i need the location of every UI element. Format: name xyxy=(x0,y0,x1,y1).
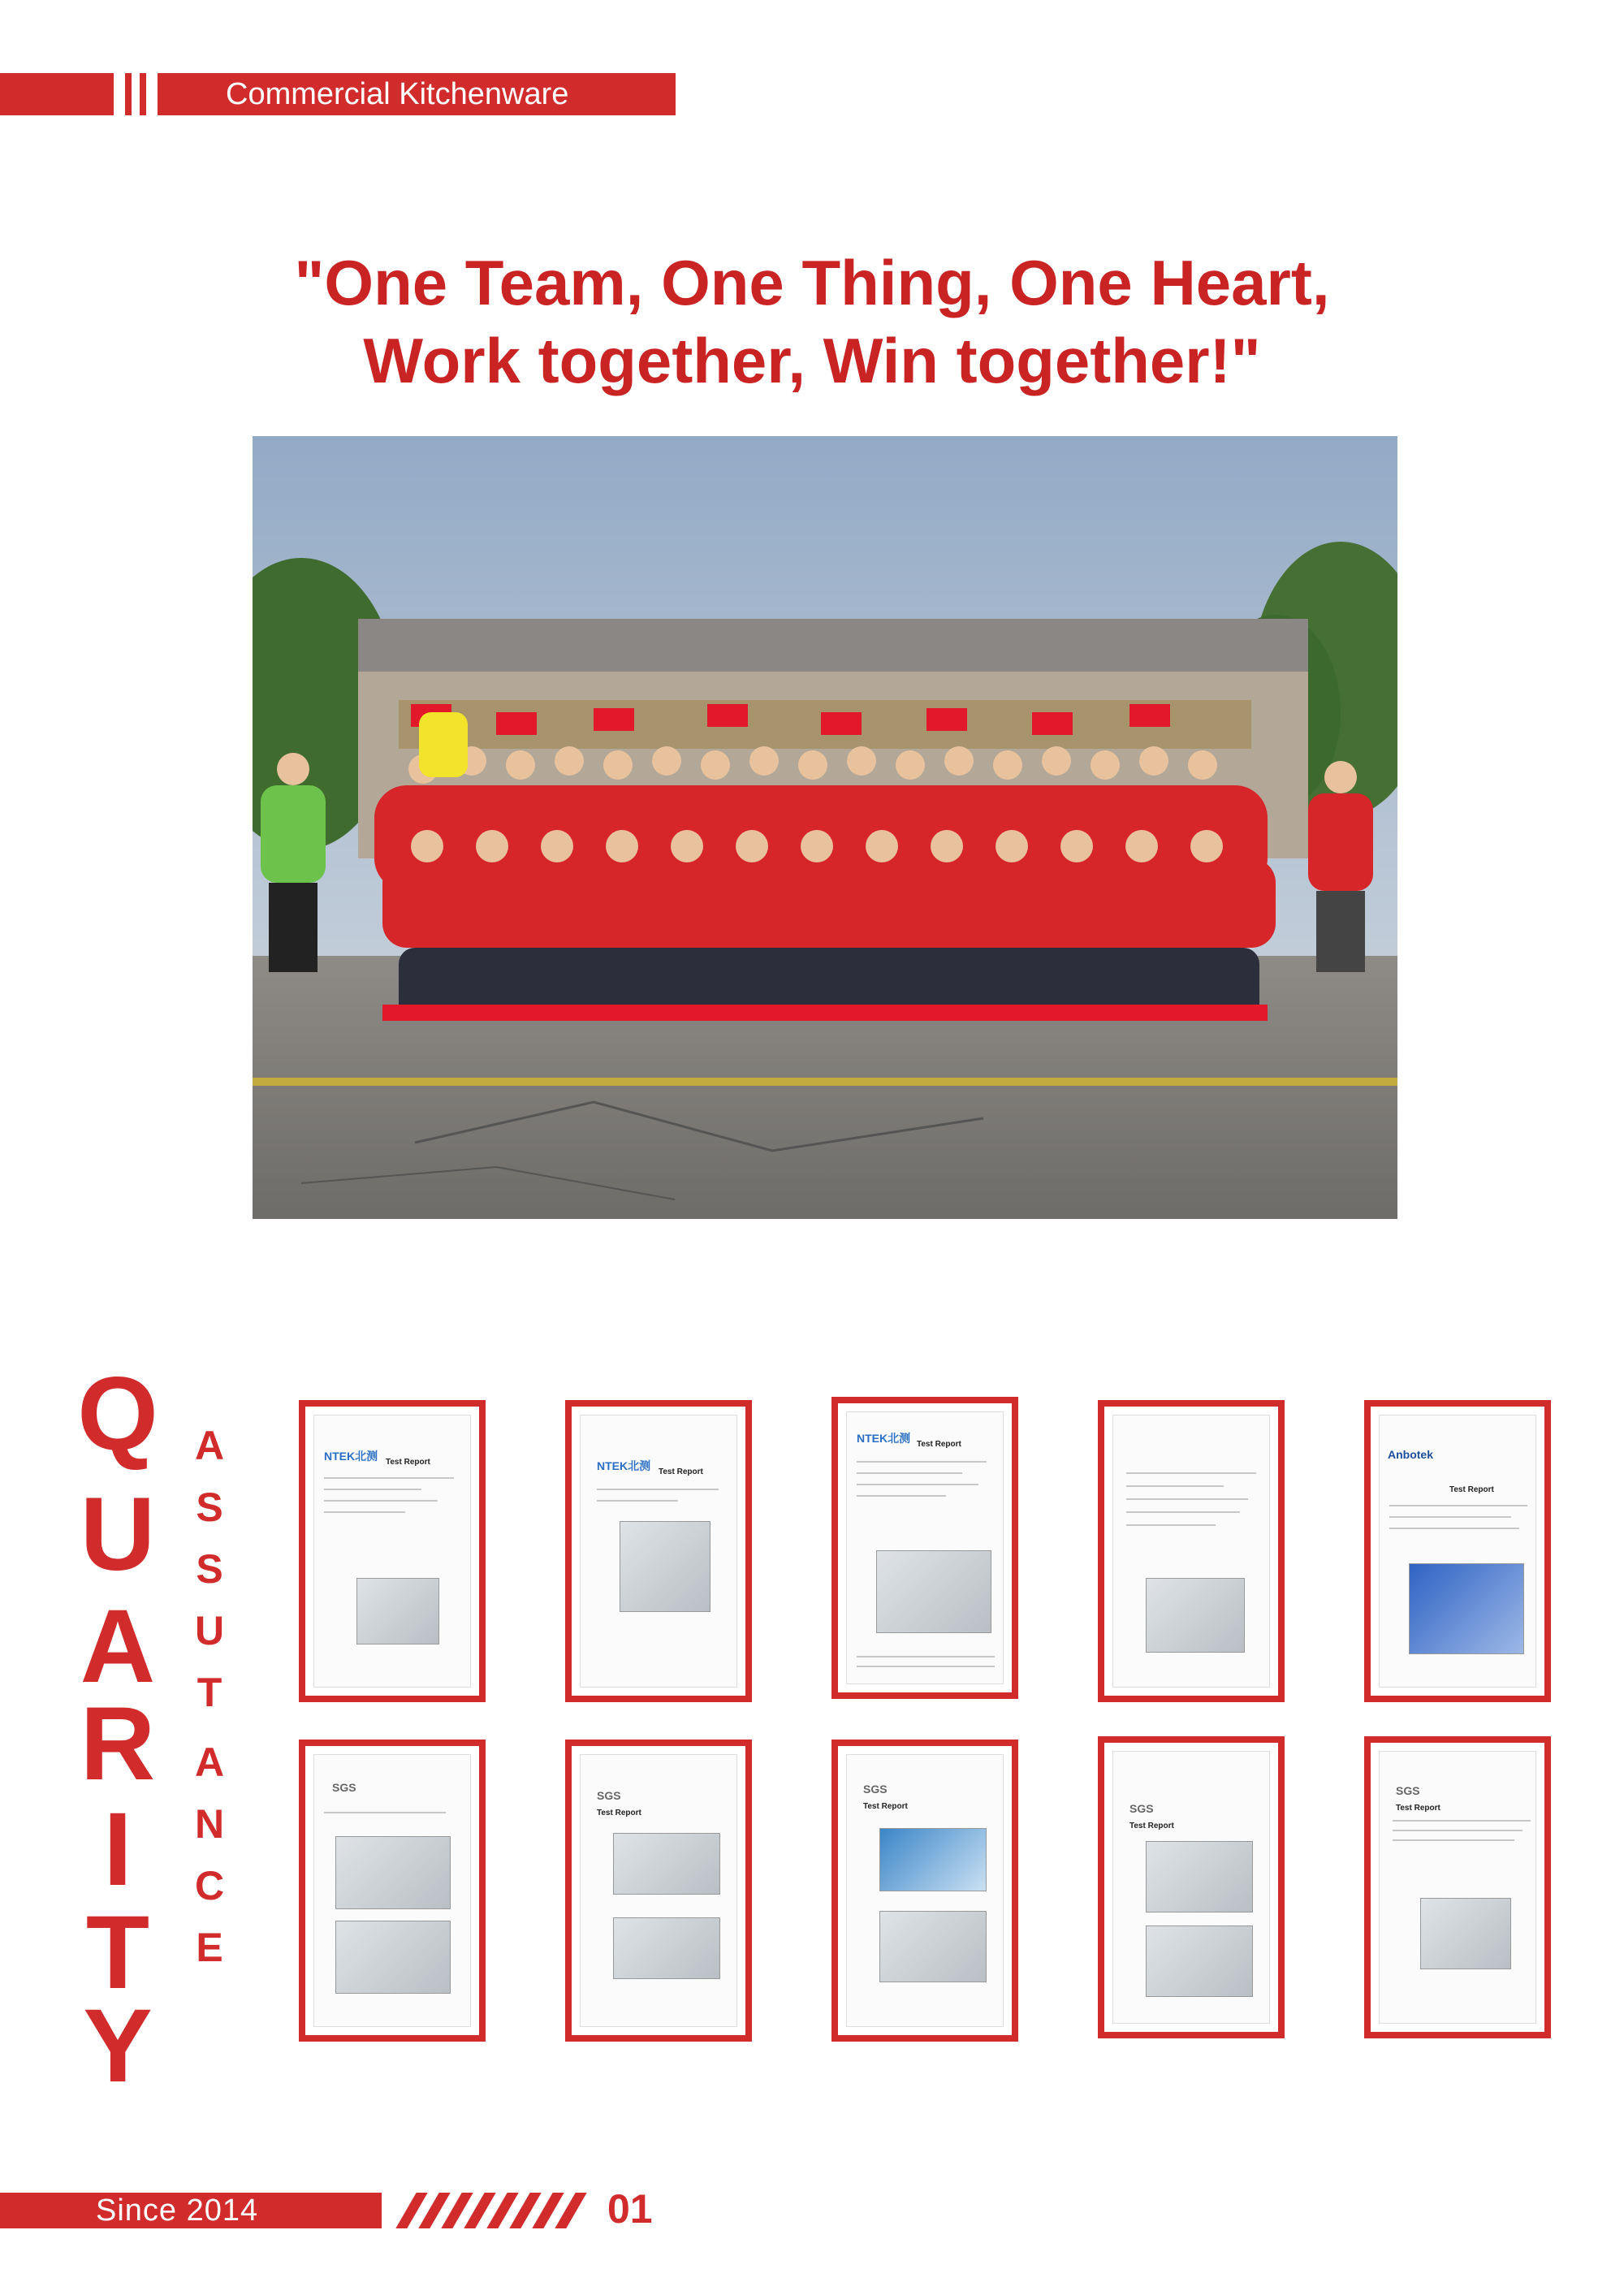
certificate-thumbnail[interactable] xyxy=(1364,1400,1551,1702)
footer-since: Since 2014 xyxy=(0,2193,382,2228)
cert-product-photo xyxy=(335,1836,451,1909)
cert-product-photo xyxy=(335,1921,451,1994)
assurance-letter: U xyxy=(194,1608,225,1653)
cert-logo: Anbotek xyxy=(1388,1448,1433,1461)
cert-product-photo xyxy=(613,1917,720,1979)
cert-product-photo xyxy=(879,1911,987,1982)
cert-product-photo xyxy=(1146,1578,1245,1653)
cert-logo: SGS xyxy=(332,1781,356,1794)
assurance-letter: S xyxy=(196,1485,223,1530)
cert-logo: NTEK北测 xyxy=(324,1450,378,1463)
cert-title: Test Report xyxy=(659,1467,703,1476)
cert-title: Test Report xyxy=(863,1802,908,1811)
assurance-letter: A xyxy=(194,1740,225,1785)
assurance-letter: E xyxy=(196,1925,223,1970)
quality-letter: Y xyxy=(83,1988,153,2104)
cert-title: Test Report xyxy=(917,1440,961,1449)
cert-product-photo xyxy=(620,1521,710,1612)
cert-product-photo xyxy=(1409,1563,1524,1654)
cert-logo: NTEK北测 xyxy=(857,1432,911,1445)
certificate-thumbnail[interactable] xyxy=(565,1740,752,2042)
certificate-thumbnail[interactable] xyxy=(831,1397,1018,1699)
cert-product-photo xyxy=(1146,1841,1253,1912)
cert-product-photo xyxy=(1420,1898,1511,1969)
cert-logo: SGS xyxy=(863,1783,888,1796)
cert-title: Test Report xyxy=(386,1458,430,1467)
cert-title: Test Report xyxy=(1449,1485,1494,1494)
slogan xyxy=(0,244,1624,400)
header-title: Commercial Kitchenware xyxy=(158,73,676,115)
cert-product-photo xyxy=(1146,1925,1253,1997)
quality-letter: I xyxy=(103,1791,132,1908)
quality-letter: U xyxy=(80,1476,156,1593)
header-stripe xyxy=(125,73,132,115)
cert-product-photo xyxy=(613,1833,720,1895)
certificate-thumbnail[interactable] xyxy=(1364,1736,1551,2038)
certificate-thumbnail[interactable] xyxy=(299,1400,486,1702)
page-number: 01 xyxy=(607,2186,653,2232)
cert-logo: SGS xyxy=(1129,1802,1154,1815)
header-stripe xyxy=(140,73,146,115)
certificate-thumbnail[interactable] xyxy=(565,1400,752,1702)
quality-letter: R xyxy=(80,1686,156,1802)
cert-product-photo xyxy=(879,1828,987,1891)
assurance-letter: N xyxy=(194,1801,225,1847)
assurance-letter: C xyxy=(194,1863,225,1908)
assurance-letter: S xyxy=(196,1546,223,1592)
slogan-line-1: "One Team, One Thing, One Heart, xyxy=(294,247,1330,318)
header-bar-left xyxy=(0,73,114,115)
cert-logo: SGS xyxy=(597,1789,621,1802)
cert-title: Test Report xyxy=(597,1809,641,1817)
certificate-thumbnail[interactable] xyxy=(1098,1736,1285,2038)
certificate-thumbnail[interactable] xyxy=(831,1740,1018,2042)
quality-letter: Q xyxy=(77,1356,158,1472)
cert-logo: SGS xyxy=(1396,1784,1420,1797)
cert-product-photo xyxy=(356,1578,439,1645)
cert-product-photo xyxy=(876,1550,991,1633)
cert-title: Test Report xyxy=(1396,1804,1440,1813)
assurance-letter: A xyxy=(194,1423,225,1468)
team-photo xyxy=(253,436,1397,1219)
assurance-letter: T xyxy=(197,1670,222,1715)
quality-letter: T xyxy=(85,1895,150,2011)
certificate-thumbnail[interactable] xyxy=(299,1740,486,2042)
quality-letter: A xyxy=(80,1588,156,1705)
cert-logo: NTEK北测 xyxy=(597,1459,651,1472)
certificate-thumbnail[interactable] xyxy=(1098,1400,1285,1702)
cert-title: Test Report xyxy=(1129,1822,1174,1830)
slogan-line-2: Work together, Win together!" xyxy=(363,325,1261,396)
